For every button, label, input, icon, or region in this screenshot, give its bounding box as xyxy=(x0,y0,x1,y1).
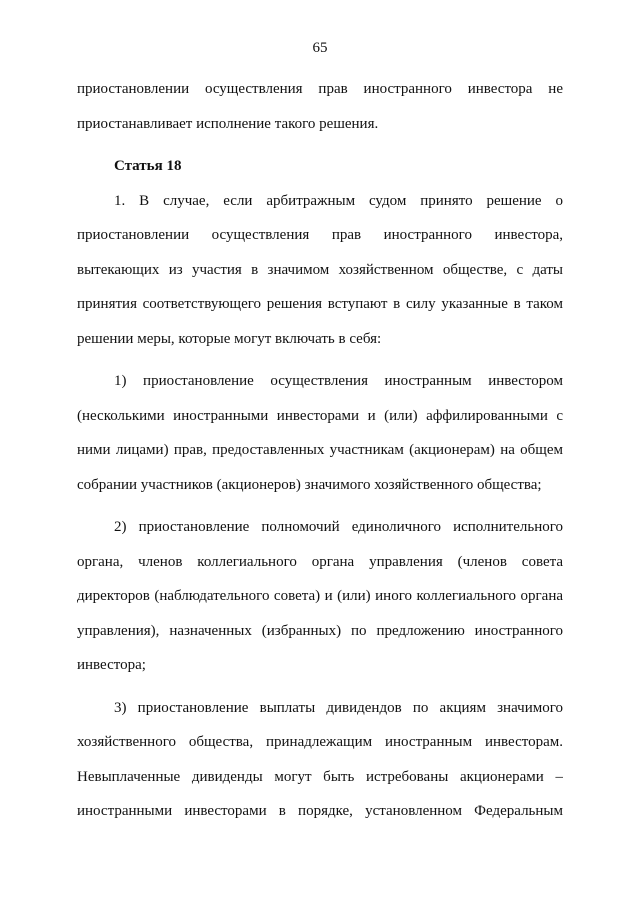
paragraph-gap xyxy=(77,356,563,364)
paragraph-gap xyxy=(77,683,563,691)
text-line: хозяйственного общества, принадлежащим иностранным инвесторам. xyxy=(77,734,563,750)
text-line: органа, членов коллегиального органа управления (членов совета xyxy=(77,553,563,570)
text-line: вытекающих из участия в значимом хозяйственном обществе, с даты xyxy=(77,261,563,278)
page-number: 65 xyxy=(312,40,328,56)
text-line: 2) приостановление полномочий единоличного исполнительного xyxy=(114,519,563,535)
text-line: 1. В случае, если арбитражным судом принято решение о xyxy=(114,192,563,209)
list-item-3 xyxy=(77,691,563,829)
text-line: директоров (наблюдательного совета) и (или) иного коллегиального органа xyxy=(77,588,563,604)
text-line: инвестора; xyxy=(77,657,146,673)
text-line: приостановлении осуществления прав иностранного инвестора, xyxy=(77,227,563,243)
list-item-1 xyxy=(77,364,563,502)
document-body xyxy=(77,72,563,829)
text-line: собрании участников (акционеров) значимого хозяйственного общества; xyxy=(77,476,542,493)
continuation-paragraph xyxy=(77,72,563,141)
text-line: ними лицами) прав, предоставленных участникам (акционерам) на общем xyxy=(77,442,563,458)
text-line: Невыплаченные дивиденды могут быть истребованы акционерами – xyxy=(77,768,563,785)
text-line: иностранными инвесторами в порядке, установленном Федеральным xyxy=(77,803,563,819)
text-line: принятия соответствующего решения вступают в силу указанные в таком xyxy=(77,296,563,312)
text-line: управления), назначенных (избранных) по предложению иностранного xyxy=(77,622,563,639)
text-line: 3) приостановление выплаты дивидендов по акциям значимого xyxy=(114,699,563,716)
list-item-2 xyxy=(77,510,563,683)
paragraph-gap xyxy=(77,502,563,510)
text-line: (несколькими иностранными инвесторами и (или) аффилированными с xyxy=(77,407,563,424)
text-line: приостановлении осуществления прав иностранного инвестора не xyxy=(77,81,563,97)
text-line: 1) приостановление осуществления иностранным инвестором xyxy=(114,373,563,389)
text-line: решении меры, которые могут включать в себя: xyxy=(77,330,382,347)
article-heading: Статья 18 xyxy=(114,158,182,174)
text-line: приостанавливает исполнение такого решения. xyxy=(77,115,379,132)
paragraph-1 xyxy=(77,184,563,357)
